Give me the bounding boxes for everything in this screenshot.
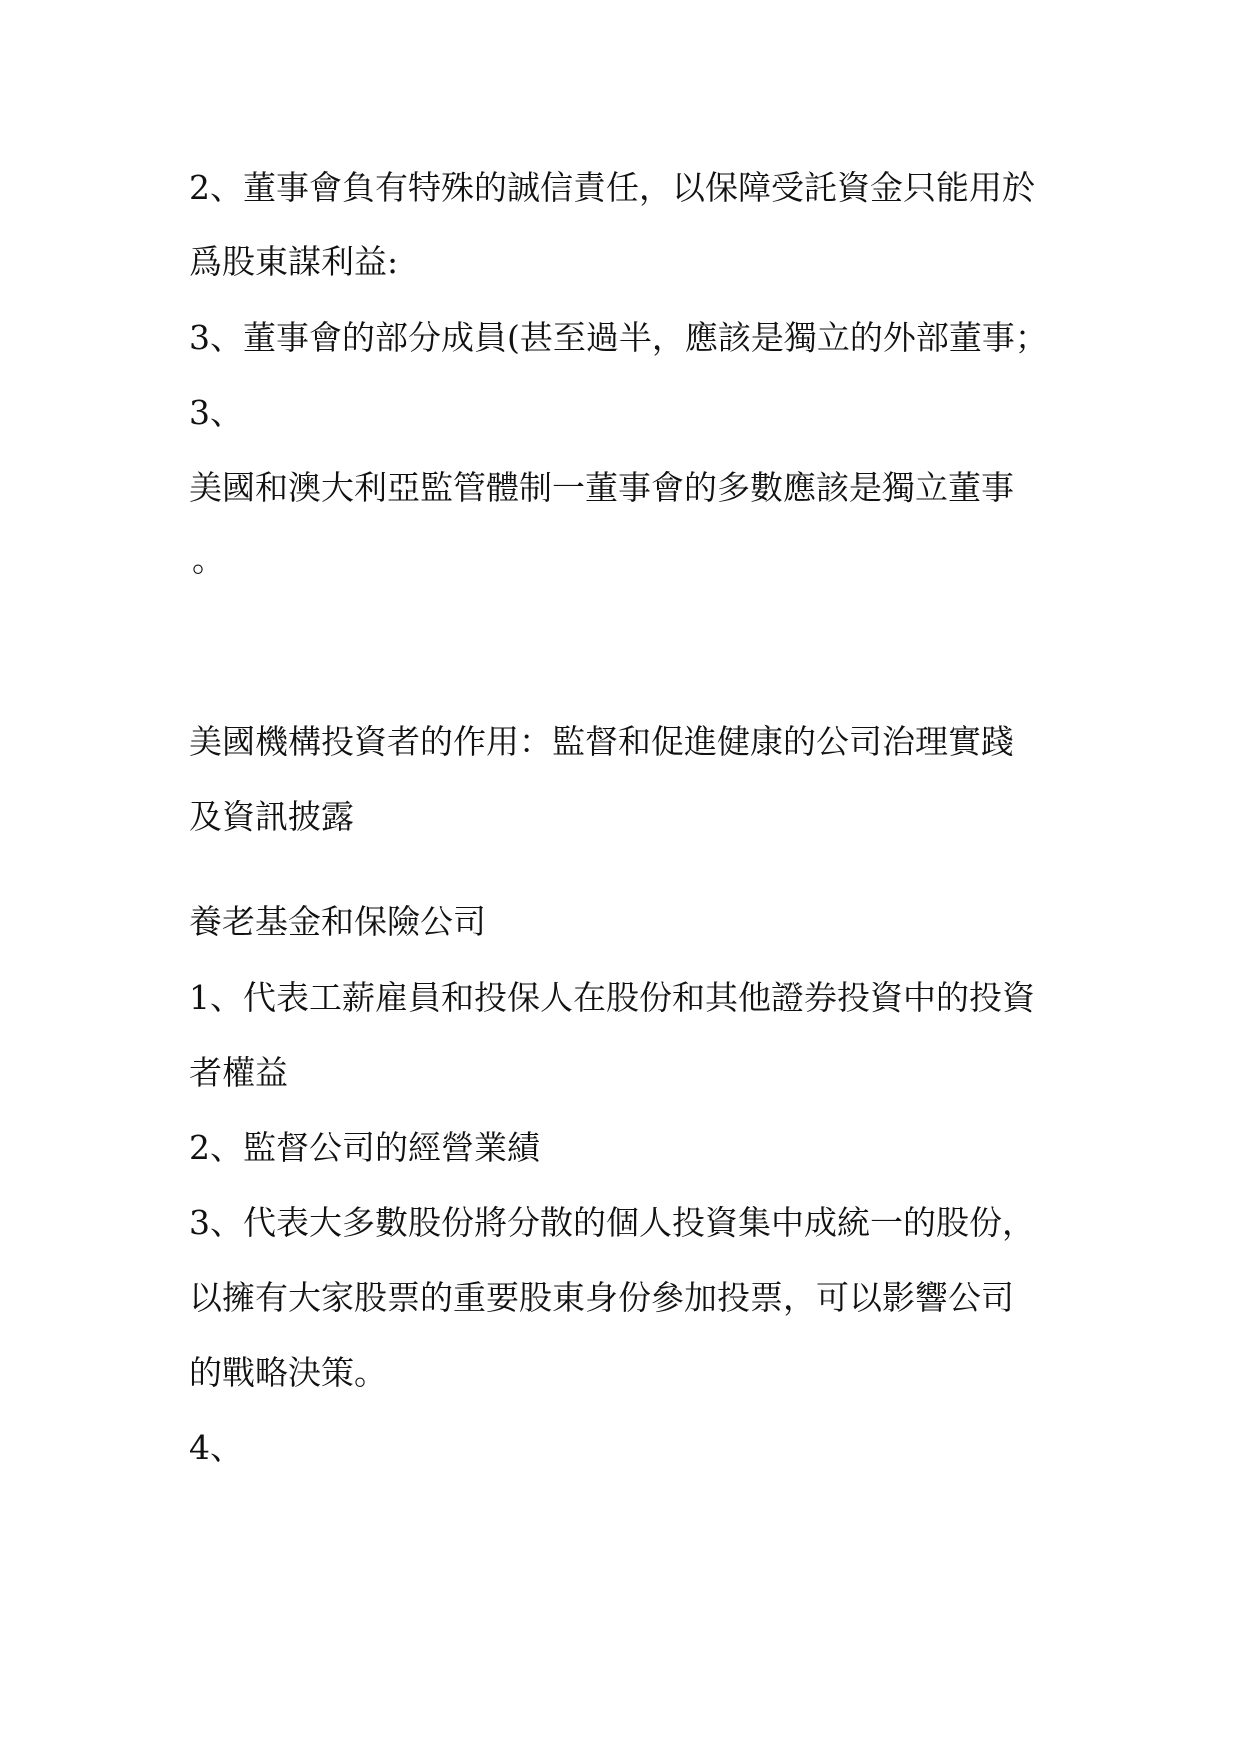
section-heading: 美國機構投資者的作用：監督和促進健康的公司治理實踐 [189,722,1014,761]
text-line: 3、代表大多數股份將分散的個人投資集中成統一的股份， [189,1203,1035,1242]
text-line: 1、代表工薪雇員和投保人在股份和其他證券投資中的投資 [189,978,1035,1017]
section-heading: 及資訊披露 [189,797,354,836]
text-line: 爲股東謀利益: [189,242,399,281]
text-line: 2、監督公司的經營業績 [189,1128,540,1167]
text-line: 2、董事會負有特殊的誠信責任，以保障受託資金只能用於 [189,168,1035,207]
subheading: 養老基金和保險公司 [189,902,486,941]
text-line: 美國和澳大利亞監管體制一董事會的多數應該是獨立董事 [189,468,1014,507]
text-line: 4、 [189,1428,243,1467]
text-line: 。 [192,540,225,579]
text-line: 的戰略決策。 [189,1353,387,1392]
text-line: 3、 [189,393,243,432]
text-line: 者權益 [189,1053,288,1092]
text-line: 3、董事會的部分成員(甚至過半，應該是獨立的外部董事； [189,318,1048,357]
text-line: 以擁有大家股票的重要股東身份參加投票，可以影響公司 [189,1278,1014,1317]
